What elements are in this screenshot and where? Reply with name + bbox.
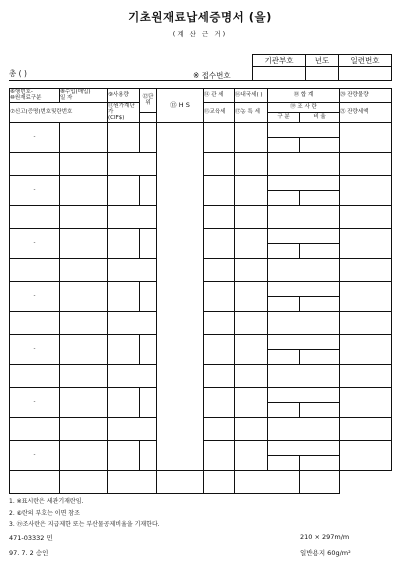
cell[interactable]	[108, 311, 157, 334]
note-2: 2. ⑥란의 부호는 이면 참조	[9, 509, 80, 517]
cell[interactable]	[268, 175, 340, 190]
cell[interactable]	[60, 258, 108, 281]
cell[interactable]	[60, 470, 108, 493]
cell[interactable]	[340, 364, 392, 387]
divider-line	[9, 80, 391, 81]
cell[interactable]	[235, 440, 268, 470]
row-dash: -	[10, 387, 60, 417]
cell[interactable]	[204, 440, 235, 470]
table-row	[10, 122, 392, 137]
cell[interactable]	[300, 190, 340, 205]
cell[interactable]	[108, 205, 157, 228]
cell[interactable]	[340, 258, 392, 281]
receipt-number-label: ※ 접수번호	[193, 71, 231, 80]
cell[interactable]	[204, 258, 235, 281]
cell[interactable]	[204, 281, 235, 311]
cell[interactable]	[60, 417, 108, 440]
tax-certificate-grid	[9, 88, 392, 494]
cell[interactable]	[300, 470, 340, 493]
cell[interactable]	[60, 334, 108, 364]
cell[interactable]	[108, 364, 157, 387]
cell[interactable]	[235, 334, 268, 364]
cell[interactable]	[157, 470, 204, 493]
cell[interactable]	[235, 417, 268, 440]
cell[interactable]	[108, 152, 157, 175]
cell[interactable]	[108, 228, 140, 258]
cell[interactable]	[140, 122, 157, 152]
cell[interactable]	[60, 311, 108, 334]
cell[interactable]	[108, 440, 140, 470]
cell[interactable]	[268, 387, 340, 402]
col-usage-amount: ⑨사용량	[108, 89, 140, 103]
cell[interactable]	[268, 152, 340, 175]
cell[interactable]	[140, 228, 157, 258]
cell[interactable]	[60, 228, 108, 258]
cell[interactable]	[60, 205, 108, 228]
table-row	[10, 470, 392, 493]
cell[interactable]	[204, 417, 235, 440]
note-3: 3. ⑲조사란은 지급제한 또는 부산물공제비율을 기재한다.	[9, 521, 160, 528]
cell[interactable]	[300, 455, 340, 470]
cell[interactable]	[10, 470, 60, 493]
form-subtitle: (계 산 근 거)	[172, 30, 228, 38]
cell[interactable]	[268, 455, 300, 470]
year-label: 년도	[306, 55, 339, 67]
cell[interactable]	[300, 402, 340, 417]
col-inspection-ratio: 비 율	[300, 112, 340, 122]
col-unit: ⑫단위	[140, 89, 157, 113]
cell[interactable]	[235, 152, 268, 175]
serial-number-value[interactable]	[339, 67, 392, 81]
cell[interactable]	[340, 152, 392, 175]
cell[interactable]	[235, 175, 268, 205]
cell[interactable]	[340, 228, 392, 258]
cell[interactable]	[235, 364, 268, 387]
cell[interactable]	[235, 311, 268, 334]
row-dash: -	[10, 122, 60, 152]
paper-size: 210 × 297m/m	[300, 533, 350, 541]
cell[interactable]	[204, 311, 235, 334]
cell[interactable]	[268, 440, 340, 455]
cell[interactable]	[60, 122, 108, 152]
cell[interactable]	[60, 364, 108, 387]
cell[interactable]	[60, 440, 108, 470]
cell[interactable]	[10, 152, 60, 175]
cell[interactable]	[108, 417, 157, 440]
cell[interactable]	[204, 122, 235, 152]
cell[interactable]	[268, 190, 300, 205]
cell[interactable]	[204, 175, 235, 205]
total-copies-label: 총 ( )	[9, 69, 27, 78]
col-cif-price: ⑪원가계단가 (CIF$)	[108, 102, 140, 122]
col-internal-tax: ⑯내국세( )	[235, 89, 268, 103]
cell[interactable]	[108, 281, 140, 311]
office-code-label: 기관부호	[253, 55, 306, 67]
cell[interactable]	[300, 349, 340, 364]
cell[interactable]	[268, 281, 340, 296]
cell[interactable]	[108, 334, 140, 364]
unit-blank	[140, 112, 157, 122]
cell[interactable]	[10, 417, 60, 440]
cell[interactable]	[140, 334, 157, 364]
cell[interactable]	[10, 205, 60, 228]
col-rural-tax: ⑰농 특 세	[235, 102, 268, 122]
paper-type: 일반용지 60g/m²	[300, 549, 351, 557]
office-code-table	[252, 54, 392, 81]
cell[interactable]	[268, 296, 300, 311]
cell[interactable]	[235, 258, 268, 281]
row-dash: -	[10, 281, 60, 311]
cell[interactable]	[340, 334, 392, 364]
cell[interactable]	[340, 311, 392, 334]
cell[interactable]	[204, 387, 235, 417]
cell[interactable]	[268, 402, 300, 417]
col-declaration-number: ⑦신고(증명)번호및란번호	[10, 102, 108, 122]
approval-date: 97. 7. 2 승인	[9, 549, 49, 557]
form-number: 471-03332 민	[9, 534, 53, 542]
cell[interactable]	[10, 311, 60, 334]
cell[interactable]	[268, 417, 340, 440]
cell[interactable]	[60, 152, 108, 175]
cell[interactable]	[300, 296, 340, 311]
cell[interactable]	[235, 228, 268, 258]
col-row-number: ⑥행번호- ⑩원재료구분	[10, 89, 60, 103]
cell[interactable]	[140, 175, 157, 205]
col-import-date: ⑧수입(매입) 일 자	[60, 89, 108, 103]
notes-section	[9, 496, 160, 531]
cell[interactable]	[340, 440, 392, 470]
cell[interactable]	[340, 175, 392, 205]
cell[interactable]	[235, 122, 268, 152]
note-1: 1. ※표시란은 세관기재란임.	[9, 498, 84, 505]
row-dash: -	[10, 228, 60, 258]
cell[interactable]	[204, 205, 235, 228]
cell[interactable]	[108, 122, 140, 152]
cell[interactable]	[108, 387, 140, 417]
cell[interactable]	[235, 387, 268, 417]
cell[interactable]	[204, 470, 235, 493]
cell[interactable]	[10, 258, 60, 281]
cell[interactable]	[268, 243, 300, 258]
serial-number-label: 일련번호	[339, 55, 392, 67]
row-dash: -	[10, 175, 60, 205]
col-inspection: ⑲ 조 사 란	[268, 102, 340, 112]
row-dash: -	[10, 440, 60, 470]
col-remaining-tax: ㉑ 잔량세액	[340, 102, 392, 122]
year-value[interactable]	[306, 67, 339, 81]
cell[interactable]	[140, 387, 157, 417]
col-customs-duty: ⑭ 관 세	[204, 89, 235, 103]
col-total: ⑱ 합 계	[268, 89, 340, 103]
cell[interactable]	[60, 387, 108, 417]
cell[interactable]	[268, 137, 300, 152]
cell[interactable]	[268, 205, 340, 228]
cell[interactable]	[204, 228, 235, 258]
cell[interactable]	[235, 281, 268, 311]
cell[interactable]	[108, 470, 157, 493]
cell[interactable]	[235, 205, 268, 228]
cell[interactable]	[204, 334, 235, 364]
cell[interactable]	[340, 205, 392, 228]
cell[interactable]	[300, 243, 340, 258]
cell[interactable]	[268, 258, 340, 281]
cell[interactable]	[268, 349, 300, 364]
row-dash: -	[10, 334, 60, 364]
col-remaining-quantity: ⑳ 잔량물량	[340, 89, 392, 103]
cell[interactable]	[268, 122, 340, 137]
cell[interactable]	[60, 175, 108, 205]
cell[interactable]	[268, 364, 340, 387]
cell[interactable]	[108, 175, 140, 205]
cell[interactable]	[140, 281, 157, 311]
form-title: 기초원재료납세증명서 (을)	[128, 10, 272, 24]
cell[interactable]	[268, 228, 340, 243]
cell[interactable]	[204, 152, 235, 175]
cell[interactable]	[60, 281, 108, 311]
col-education-tax: ⑮교육세	[204, 102, 235, 122]
cell[interactable]	[268, 334, 340, 349]
cell[interactable]	[10, 364, 60, 387]
cell[interactable]	[340, 387, 392, 417]
col-inspection-type: 구 분	[268, 112, 300, 122]
cell[interactable]	[204, 364, 235, 387]
cell[interactable]	[235, 470, 300, 493]
cell[interactable]	[108, 258, 157, 281]
cell[interactable]	[340, 417, 392, 440]
hs-column-cell[interactable]	[157, 122, 204, 470]
cell[interactable]	[340, 122, 392, 152]
cell[interactable]	[300, 137, 340, 152]
cell[interactable]	[268, 311, 340, 334]
cell[interactable]	[140, 440, 157, 470]
office-code-value[interactable]	[253, 67, 306, 81]
col-hs: ⑬ H S	[157, 89, 204, 123]
cell[interactable]	[340, 281, 392, 311]
